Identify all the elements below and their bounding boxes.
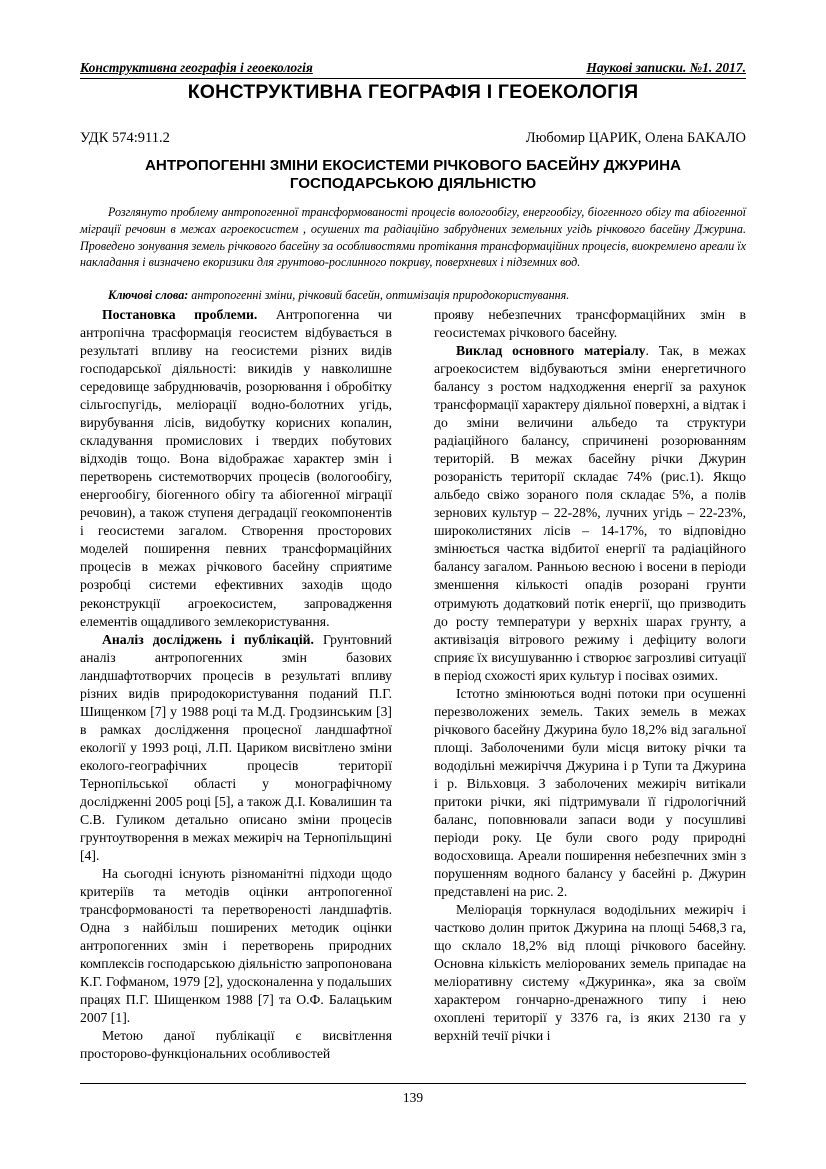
article-title (80, 157, 746, 193)
header-rule (80, 78, 746, 79)
paragraph-literature-text: Грунтовний аналіз антропогенних змін базових ландшафтотворчих процесів в результаті впливу різних видів природокористування поданий П.Г. Шищенком [7] у 1988 році та М.Д. Гродзинським [3] в рамках дослідження процесної ландшафтної екології у 1993 році, Л.П. Цариком висвітлено зміни еколого-географічних процесів території Тернопільської області у монографічному дослідженні 2005 році [5], а також Д.І. Ковалишин та С.В. Гуликом детально описано зміни процесів грунтоутворення в межах межиріч на Тернопільщині [4]. (80, 631, 392, 863)
abstract: Розглянуто проблему антропогенної трансформованості процесів вологообігу, енергообігу, біогенного обігу та абіогенної міграції речовин в межах агроекосистем , осушених та радіаційно забруднених земельних угідь річкового басейну Джурина. Проведено зонування земель річкового басейну за особливостями протікання трансформаційних процесів, виокремлено ареали їх накладання і визначено екоризики для грунтово-рослинного покриву, поверхневих і підземних вод. (80, 205, 746, 270)
article-title-line-2: ГОСПОДАРСЬКОЮ ДІЯЛЬНІСТЮ (289, 175, 537, 192)
article-meta (80, 130, 746, 147)
authors: Любомир ЦАРИК, Олена БАКАЛО (525, 130, 746, 146)
header-section-name: Конструктивна географія і геоекологія (80, 60, 313, 75)
section-title: КОНСТРУКТИВНА ГЕОГРАФІЯ І ГЕОЕКОЛОГІЯ (187, 81, 639, 103)
paragraph-literature (80, 631, 392, 865)
left-column (80, 306, 392, 1063)
keywords (80, 287, 746, 304)
udc-code: УДК 574:911.2 (80, 130, 170, 146)
paragraph-methods: На сьогодні існують різноманітні підходи щодо критеріїв та методів оцінки антропогенної трансформованості та перетвореності ландшафтів. Одна з найбільш поширених методик оцінки антропогенних змін і перетворень природних комплексів господарською діяльністю запропонована К.Г. Гофманом, 1979 [2], удосконаленна у подальших працях П.Г. Шищенком 1988 [7] та О.Ф. Балацьким 2007 [1]. (80, 865, 392, 1026)
footer-rule (80, 1083, 746, 1084)
header-journal-issue: Наукові записки. №1. 2017. (586, 60, 746, 75)
paragraph-water: Істотно змінюються водні потоки при осушенні перезволожених земель. Таких земель в межах річкового басейну Джурина було 18,2% від загальної площі. Заболоченими були місця витоку річки та вододільні межиріччя Джурина і р Тупи та Джурина і р. Вільховця. З заболочених межиріч витікали притоки річки, які підтримували її гідрологічний баланс, поповнювали запаси води у посушливі періоди року. Це були свого роду природні водосховища. Ареали поширення небезпечних змін з порушенням водного балансу у басейні р. Джурин представлені на рис. 2. (434, 685, 746, 899)
keywords-label: Ключові слова: (108, 288, 189, 302)
keywords-text: антропогенні зміни, річковий басейн, оптимізація природокористування. (188, 288, 570, 302)
paragraph-problem (80, 306, 392, 631)
heading-main: Виклад основного матеріалу (456, 343, 646, 359)
paragraph-aim: Метою даної публікації є висвітлення просторово-функціональних особливостей (80, 1028, 392, 1062)
running-header (80, 60, 746, 76)
paragraph-melioration: Меліорація торкнулася вододільних межиріч і частково долин приток Джурина на площі 5468,3 га, що склало 18,2% від площі річкового басейну. Основна кількість меліорованих земель припадає на меліоративну систему «Джуринка», яка за своїм характером гончарно-дренажного типу і нею охоплені території у 3376 га, із яких 2130 га у верхній течії річки і (434, 902, 746, 1044)
right-column (434, 306, 746, 1045)
page-number: 139 (402, 1090, 424, 1105)
paragraph-main-text: . Так, в межах агроекосистем відбуваються зміни енергетичного балансу з ростом надходження енергії за рахунок трансформації характеру діяльної поверхні, а відтак і до зміни величини альбедо та структури радіаційного балансу, спричинені розорюванням територій. В межах басейну річки Джурин розораність території складає 74% (рис.1). Якщо альбедо свіжо зораного поля складає 5%, а полів зернових культур – 22-28%, лучних угідь – 22-23%, широколистяних лісів – 14-17%, то відповідно змінюється частка відбитої енергії та радіаційного балансу загалом. Ранньою весною і восени в періоди зменшення кількості опадів розорані грунти отримують додатковий потік енергії, що призводить до росту температури у верхніх шарах грунту, а активізація вітрового режиму і дефіциту вологи сприяє їх висушуванню і створює загрозливі ситуації в період схожості ярих культур і посівах озимих. (434, 343, 746, 683)
paragraph-problem-text: Антропогенна чи антропічна трасформація геосистем відбувається в результаті впливу на геосистеми різних видів господарської діяльності: викидів у навколишне середовище забруднювачів, розорювання і обробітку сільгоспугідь, меліорації водно-болотних угідь, вирубування лісів, видобутку корисних копалин, складування промислових і твердих побутових відходів тощо. Вона відображає характер змін і перетворень системотворчих процесів (вологообігу, енергообігу, біогенного обігу та абіогенної міграції речовин), а також ступеня деградації геокомпонентів і геосистеми загалом. Створення просторових моделей поширення певних трансформаційних процесів в межах річкового басейну сприятиме розробці системи ефективних заходів щодо реконструкції агроекосистем, запровадження елементів ощадливого землекористування. (80, 307, 392, 629)
article-title-line-1: АНТРОПОГЕННІ ЗМІНИ ЕКОСИСТЕМИ РІЧКОВОГО БАСЕЙНУ ДЖУРИНА (144, 157, 682, 174)
paragraph-aim-continued: прояву небезпечних трансформаційних змін в геосистемах річкового басейну. (434, 307, 746, 341)
heading-problem: Постановка проблеми. (102, 307, 258, 322)
heading-literature: Аналіз досліджень і публікацій. (102, 631, 314, 647)
paragraph-main (434, 342, 746, 685)
